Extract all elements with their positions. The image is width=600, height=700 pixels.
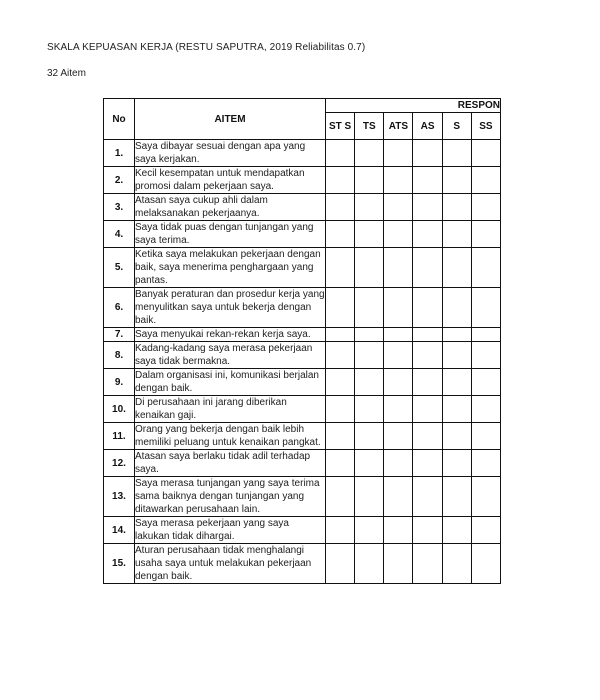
response-cell-sts[interactable] bbox=[326, 369, 355, 396]
table-row bbox=[104, 288, 501, 328]
response-cell-ss[interactable] bbox=[471, 342, 500, 369]
response-cell-ts[interactable] bbox=[355, 248, 384, 288]
item-number: 11. bbox=[104, 423, 135, 450]
response-cell-ts[interactable] bbox=[355, 194, 384, 221]
response-cell-as[interactable] bbox=[413, 423, 442, 450]
response-cell-ss[interactable] bbox=[471, 140, 500, 167]
response-cell-ss[interactable] bbox=[471, 369, 500, 396]
response-cell-ts[interactable] bbox=[355, 167, 384, 194]
item-statement: Orang yang bekerja dengan baik lebih memiliki peluang untuk kenaikan pangkat. bbox=[135, 423, 326, 450]
response-cell-as[interactable] bbox=[413, 140, 442, 167]
item-statement: Ketika saya melakukan pekerjaan dengan baik, saya menerima penghargaan yang pantas. bbox=[135, 248, 326, 288]
table-row bbox=[104, 423, 501, 450]
item-number: 8. bbox=[104, 342, 135, 369]
option-header-sts: ST S bbox=[326, 113, 355, 140]
table-row bbox=[104, 221, 501, 248]
response-cell-sts[interactable] bbox=[326, 517, 355, 544]
response-cell-ts[interactable] bbox=[355, 140, 384, 167]
table-row bbox=[104, 396, 501, 423]
response-cell-as[interactable] bbox=[413, 248, 442, 288]
response-cell-sts[interactable] bbox=[326, 248, 355, 288]
response-cell-s[interactable] bbox=[442, 423, 471, 450]
item-number: 6. bbox=[104, 288, 135, 328]
response-cell-ss[interactable] bbox=[471, 248, 500, 288]
response-cell-ats[interactable] bbox=[384, 517, 413, 544]
response-cell-ts[interactable] bbox=[355, 328, 384, 342]
item-count: 32 Aitem bbox=[47, 68, 86, 79]
response-cell-sts[interactable] bbox=[326, 477, 355, 517]
table-row bbox=[104, 450, 501, 477]
response-cell-ts[interactable] bbox=[355, 396, 384, 423]
response-cell-sts[interactable] bbox=[326, 396, 355, 423]
response-cell-sts[interactable] bbox=[326, 328, 355, 342]
response-cell-ts[interactable] bbox=[355, 369, 384, 396]
response-cell-ss[interactable] bbox=[471, 477, 500, 517]
response-cell-ats[interactable] bbox=[384, 288, 413, 328]
document-heading: SKALA KEPUASAN KERJA (RESTU SAPUTRA, 2019 Reliabilitas 0.7) bbox=[47, 42, 366, 53]
response-cell-ats[interactable] bbox=[384, 342, 413, 369]
response-cell-s[interactable] bbox=[442, 140, 471, 167]
response-cell-ats[interactable] bbox=[384, 396, 413, 423]
response-cell-ss[interactable] bbox=[471, 396, 500, 423]
response-cell-s[interactable] bbox=[442, 450, 471, 477]
response-cell-as[interactable] bbox=[413, 194, 442, 221]
response-cell-ss[interactable] bbox=[471, 328, 500, 342]
item-statement: Saya menyukai rekan-rekan kerja saya. bbox=[135, 328, 326, 342]
item-number: 12. bbox=[104, 450, 135, 477]
response-cell-ss[interactable] bbox=[471, 167, 500, 194]
table-row bbox=[104, 517, 501, 544]
response-cell-s[interactable] bbox=[442, 396, 471, 423]
table-row bbox=[104, 328, 501, 342]
response-cell-sts[interactable] bbox=[326, 544, 355, 584]
item-number: 15. bbox=[104, 544, 135, 584]
response-cell-ts[interactable] bbox=[355, 544, 384, 584]
response-cell-ats[interactable] bbox=[384, 477, 413, 517]
item-number: 3. bbox=[104, 194, 135, 221]
response-cell-ss[interactable] bbox=[471, 221, 500, 248]
response-cell-s[interactable] bbox=[442, 288, 471, 328]
response-cell-as[interactable] bbox=[413, 544, 442, 584]
item-number: 5. bbox=[104, 248, 135, 288]
response-cell-as[interactable] bbox=[413, 450, 442, 477]
table-row bbox=[104, 194, 501, 221]
item-statement: Atasan saya cukup ahli dalam melaksanakan pekerjaanya. bbox=[135, 194, 326, 221]
item-statement: Di perusahaan ini jarang diberikan kenaikan gaji. bbox=[135, 396, 326, 423]
table-row bbox=[104, 167, 501, 194]
item-statement: Aturan perusahaan tidak menghalangi usaha saya untuk melakukan pekerjaan dengan baik. bbox=[135, 544, 326, 584]
response-cell-as[interactable] bbox=[413, 369, 442, 396]
response-cell-ts[interactable] bbox=[355, 221, 384, 248]
item-statement: Saya merasa tunjangan yang saya terima sama baiknya dengan tunjangan yang ditawarkan perusahaan lain. bbox=[135, 477, 326, 517]
response-cell-s[interactable] bbox=[442, 517, 471, 544]
response-cell-sts[interactable] bbox=[326, 194, 355, 221]
table-row bbox=[104, 369, 501, 396]
response-cell-ts[interactable] bbox=[355, 477, 384, 517]
response-cell-ats[interactable] bbox=[384, 450, 413, 477]
item-statement: Kecil kesempatan untuk mendapatkan promosi dalam pekerjaan saya. bbox=[135, 167, 326, 194]
option-header-as: AS bbox=[413, 113, 442, 140]
response-cell-ss[interactable] bbox=[471, 288, 500, 328]
response-cell-sts[interactable] bbox=[326, 288, 355, 328]
response-cell-s[interactable] bbox=[442, 221, 471, 248]
option-header-s: S bbox=[442, 113, 471, 140]
table-row bbox=[104, 477, 501, 517]
response-cell-ts[interactable] bbox=[355, 288, 384, 328]
response-cell-as[interactable] bbox=[413, 477, 442, 517]
response-cell-ats[interactable] bbox=[384, 369, 413, 396]
response-cell-ss[interactable] bbox=[471, 423, 500, 450]
response-cell-as[interactable] bbox=[413, 221, 442, 248]
response-cell-as[interactable] bbox=[413, 342, 442, 369]
response-cell-ats[interactable] bbox=[384, 167, 413, 194]
response-cell-ts[interactable] bbox=[355, 342, 384, 369]
response-cell-ats[interactable] bbox=[384, 423, 413, 450]
response-cell-ts[interactable] bbox=[355, 423, 384, 450]
response-cell-as[interactable] bbox=[413, 328, 442, 342]
item-number: 14. bbox=[104, 517, 135, 544]
response-cell-ts[interactable] bbox=[355, 450, 384, 477]
item-statement: Dalam organisasi ini, komunikasi berjalan dengan baik. bbox=[135, 369, 326, 396]
response-cell-ss[interactable] bbox=[471, 450, 500, 477]
response-cell-s[interactable] bbox=[442, 477, 471, 517]
response-cell-ss[interactable] bbox=[471, 194, 500, 221]
response-cell-s[interactable] bbox=[442, 342, 471, 369]
table-row bbox=[104, 544, 501, 584]
item-statement: Saya merasa pekerjaan yang saya lakukan tidak dihargai. bbox=[135, 517, 326, 544]
response-cell-as[interactable] bbox=[413, 288, 442, 328]
response-cell-ts[interactable] bbox=[355, 517, 384, 544]
response-cell-ats[interactable] bbox=[384, 194, 413, 221]
response-cell-s[interactable] bbox=[442, 328, 471, 342]
item-number: 2. bbox=[104, 167, 135, 194]
item-statement: Atasan saya berlaku tidak adil terhadap saya. bbox=[135, 450, 326, 477]
response-cell-ats[interactable] bbox=[384, 544, 413, 584]
table-row bbox=[104, 248, 501, 288]
option-header-ss: SS bbox=[471, 113, 500, 140]
column-header-no: No bbox=[104, 99, 135, 140]
response-cell-ats[interactable] bbox=[384, 248, 413, 288]
item-number: 13. bbox=[104, 477, 135, 517]
response-cell-s[interactable] bbox=[442, 369, 471, 396]
response-cell-sts[interactable] bbox=[326, 140, 355, 167]
response-cell-s[interactable] bbox=[442, 248, 471, 288]
response-cell-sts[interactable] bbox=[326, 342, 355, 369]
response-cell-sts[interactable] bbox=[326, 221, 355, 248]
response-cell-s[interactable] bbox=[442, 194, 471, 221]
response-cell-s[interactable] bbox=[442, 544, 471, 584]
item-statement: Saya dibayar sesuai dengan apa yang saya kerjakan. bbox=[135, 140, 326, 167]
response-cell-ats[interactable] bbox=[384, 328, 413, 342]
response-cell-ats[interactable] bbox=[384, 140, 413, 167]
column-header-item: AITEM bbox=[135, 99, 326, 140]
table-row bbox=[104, 342, 501, 369]
item-number: 1. bbox=[104, 140, 135, 167]
response-cell-ats[interactable] bbox=[384, 221, 413, 248]
item-number: 4. bbox=[104, 221, 135, 248]
option-header-ts: TS bbox=[355, 113, 384, 140]
response-cell-ss[interactable] bbox=[471, 517, 500, 544]
response-cell-ss[interactable] bbox=[471, 544, 500, 584]
response-cell-sts[interactable] bbox=[326, 423, 355, 450]
response-cell-as[interactable] bbox=[413, 517, 442, 544]
satisfaction-scale-table bbox=[103, 98, 501, 584]
item-number: 10. bbox=[104, 396, 135, 423]
option-header-ats: ATS bbox=[384, 113, 413, 140]
response-cell-sts[interactable] bbox=[326, 450, 355, 477]
item-number: 7. bbox=[104, 328, 135, 342]
table-row bbox=[104, 140, 501, 167]
item-statement: Kadang-kadang saya merasa pekerjaan saya tidak bermakna. bbox=[135, 342, 326, 369]
response-cell-as[interactable] bbox=[413, 396, 442, 423]
item-statement: Saya tidak puas dengan tunjangan yang saya terima. bbox=[135, 221, 326, 248]
response-cell-s[interactable] bbox=[442, 167, 471, 194]
item-number: 9. bbox=[104, 369, 135, 396]
column-header-response: RESPON bbox=[326, 99, 501, 113]
item-statement: Banyak peraturan dan prosedur kerja yang menyulitkan saya untuk bekerja dengan baik. bbox=[135, 289, 325, 326]
response-cell-sts[interactable] bbox=[326, 167, 355, 194]
response-cell-as[interactable] bbox=[413, 167, 442, 194]
